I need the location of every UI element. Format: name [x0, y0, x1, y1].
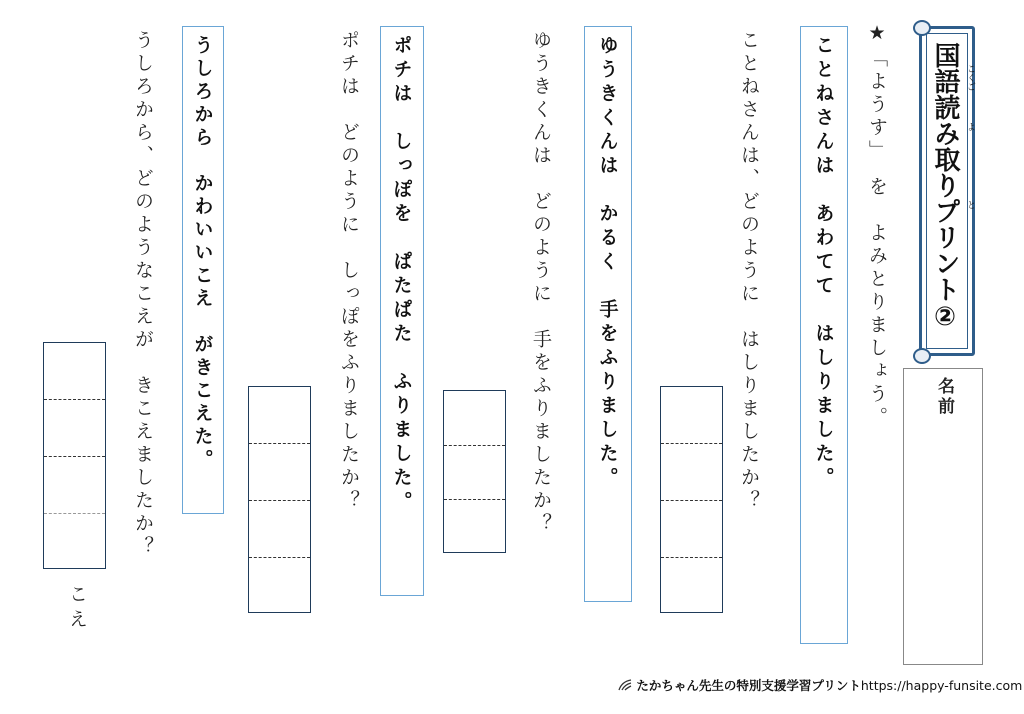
answer-box-3[interactable]: [248, 386, 311, 613]
answer-suffix: こえ: [66, 584, 88, 634]
page-title: 国語読み取りプリント②: [930, 42, 960, 332]
ruby-to: と: [965, 200, 975, 209]
ruby-kokugo: こくご: [965, 64, 975, 91]
story-box-4: [182, 26, 224, 514]
story-sentence-4: うしろから かわいいこえ がきこえた。: [191, 35, 214, 472]
question-1: ことねさんは、どのように はしりましたか？: [738, 30, 760, 513]
question-2: ゆうきくんは どのように 手をふりましたか？: [530, 30, 552, 536]
ruby-yo: よ: [965, 122, 975, 131]
story-sentence-1: ことねさんは あわてて はしりました。: [812, 35, 835, 491]
question-4: うしろから、どのようなこえが きこえましたか？: [132, 30, 154, 559]
story-box-3: [380, 26, 424, 596]
answer-box-4[interactable]: [43, 342, 106, 569]
story-box-1: [800, 26, 848, 644]
footer-url-link[interactable]: https://happy-funsite.com: [860, 678, 1023, 693]
footer: [618, 676, 1022, 694]
footer-brand: たかちゃん先生の特別支援学習プリント: [636, 678, 861, 693]
title-banner: [919, 18, 975, 358]
name-box[interactable]: [903, 368, 983, 665]
scroll-curl-bottom-icon: [913, 348, 931, 364]
leaf-logo-icon: [618, 678, 636, 693]
story-box-2: [584, 26, 632, 602]
answer-box-1[interactable]: [660, 386, 723, 613]
story-sentence-3: ポチは しっぽを ぱたぱた ふりました。: [390, 35, 413, 515]
name-label: 名前: [934, 377, 954, 417]
instruction-text: ★「ようす」 を よみとりましょう。: [866, 22, 888, 430]
story-sentence-2: ゆうきくんは かるく 手をふりました。: [596, 35, 619, 491]
question-3: ポチは どのように しっぽをふりましたか？: [338, 30, 360, 513]
answer-box-2[interactable]: [443, 390, 506, 553]
scroll-curl-top-icon: [913, 20, 931, 36]
